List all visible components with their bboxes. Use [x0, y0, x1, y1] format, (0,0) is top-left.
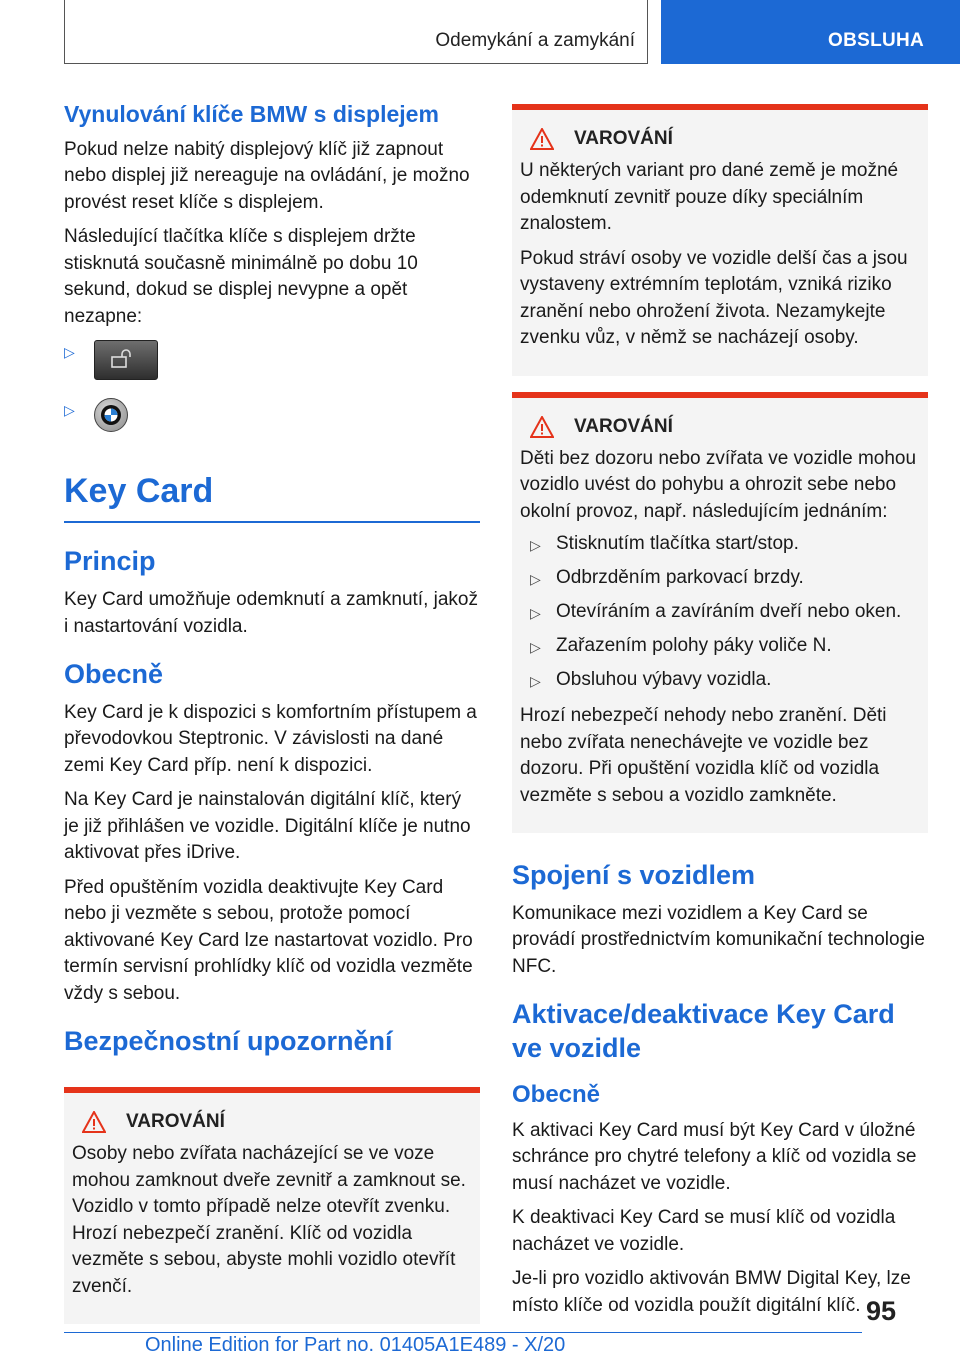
- warning2-text-1: Děti bez dozoru nebo zvířata ve vozidle mohou vozidlo uvést do pohybu a ohrozit sebe nebo okolní provoz, např. následujícím jednáním:: [520, 447, 917, 522]
- header-chapter-box: [64, 0, 648, 64]
- warning-box-2: [512, 392, 928, 834]
- bmw-logo-icon: [94, 398, 128, 432]
- footer-edition: Online Edition for Part no. 01405A1E489 - X/20: [145, 1334, 566, 1356]
- triangle-bullet-icon: ▷: [530, 571, 541, 587]
- triangle-bullet-icon: ▷: [530, 639, 541, 655]
- triangle-bullet-icon: ▷: [530, 673, 541, 689]
- aktivace-title: Aktivace/deaktivace Key Card ve vozidle: [512, 999, 895, 1063]
- obecne-paragraph-3: Před opuštěním vozidla deaktivujte Key Card nebo ji vezměte s sebou, protože pomocí aktivované Key Card lze nastartovat vozidlo. Pro termín servisní prohlídky klíč od vozidla vezměte vždy s sebou.: [64, 876, 473, 1004]
- obecne-paragraph-2: Na Key Card je nainstalován digitální klíč, který je již přihlášen ve vozidle. Digitální klíče je nutno aktivovat přes iDrive.: [64, 789, 471, 864]
- warning-header: [82, 1111, 472, 1133]
- bmw-button-item: [64, 398, 480, 432]
- warning-label: VAROVÁNÍ: [126, 1111, 225, 1132]
- list-item: ▷ Otevíráním a zavíráním dveří nebo oken.: [530, 601, 902, 622]
- obecne2-paragraph-2: K deaktivaci Key Card se musí klíč od vozidla nacházet ve vozidle.: [512, 1207, 896, 1255]
- header-section-tab: [661, 0, 960, 64]
- warning-triangle-icon: [82, 1111, 106, 1133]
- header-chapter: Odemykání a zamykání: [435, 30, 635, 51]
- unlock-button-item: [64, 340, 480, 380]
- warning-label: VAROVÁNÍ: [574, 415, 673, 437]
- header-section: OBSLUHA: [828, 30, 925, 51]
- list-item: ▷ Obsluhou výbavy vozidla.: [530, 669, 772, 690]
- princip-title: Princip: [64, 546, 156, 577]
- warning2-text-2: Hrozí nebezpečí nehody nebo zranění. Děti nebo zvířata nenechávejte ve vozidle bez dozoru. Při opuštění vozidla klíč od vozidla vezměte s sebou a vozidlo zamkněte.: [520, 705, 887, 806]
- warning-box-1: [512, 104, 928, 376]
- left-column: [64, 100, 480, 1324]
- warning1-text-1: U některých variant pro dané země je možné odemknutí zevnitř pouze díky speciálním znalostem.: [520, 160, 899, 234]
- unlock-button-image: [94, 340, 158, 380]
- triangle-bullet-icon: ▷: [64, 344, 75, 361]
- obecne2-title: Obecně: [512, 1080, 601, 1108]
- triangle-bullet-icon: ▷: [530, 605, 541, 621]
- obecne2-paragraph-3: Je-li pro vozidlo aktivován BMW Digital Key, lze místo klíče od vozidla použít digitální klíč.: [512, 1268, 911, 1316]
- footer-divider: [64, 1332, 862, 1333]
- key-card-title: Key Card: [64, 472, 480, 523]
- list-item: ▷ Odbrzděním parkovací brzdy.: [530, 567, 804, 588]
- warning-box: [64, 1087, 480, 1324]
- obecne-title: Obecně: [64, 659, 164, 689]
- reset-paragraph-2: Následující tlačítka klíče s displejem držte stisknutá současně minimálně po dobu 10 sekund, dokud se displej nevypne a opět nezapne:: [64, 226, 418, 327]
- reset-paragraph-1: Pokud nelze nabitý displejový klíč již zapnout nebo displej již nereaguje na ovládání, je možno provést reset klíče s displejem.: [64, 138, 470, 213]
- right-column: [512, 104, 928, 1327]
- warning-triangle-icon: [530, 128, 554, 150]
- triangle-bullet-icon: ▷: [64, 402, 75, 419]
- unlock-icon: [111, 349, 139, 369]
- reset-title: Vynulování klíče BMW s displejem: [64, 101, 439, 127]
- warning1-text-2: Pokud stráví osoby ve vozidle delší čas a jsou vystaveny extrémním teplotám, vzniká riziko zranění nebo ohrožení života. Nezamykejte zvenku vůz, v němž se nacházejí osoby.: [520, 247, 908, 348]
- obecne-paragraph-1: Key Card je k dispozici s komfortním přístupem a převodovkou Steptronic. V závislosti na dané zemi Key Card příp. není k dispozici.: [64, 701, 477, 776]
- list-item: ▷ Stisknutím tlačítka start/stop.: [530, 533, 799, 554]
- warning-triangle-icon: [530, 416, 554, 438]
- warning-label: VAROVÁNÍ: [574, 128, 673, 149]
- obecne2-paragraph-1: K aktivaci Key Card musí být Key Card v úložné schránce pro chytré telefony a klíč od vozidla se musí nacházet ve vozidle.: [512, 1119, 917, 1194]
- page-number: 95: [865, 1296, 896, 1326]
- safety-title: Bezpečnostní upozornění: [64, 1026, 393, 1057]
- spojeni-title: Spojení s vozidlem: [512, 860, 756, 890]
- warning-header: [530, 416, 920, 438]
- warning-header: [530, 128, 920, 150]
- warning-text: Osoby nebo zvířata nacházející se ve voze mohou zamknout dveře zevnitř a zamknout se. Vozidlo v tomto případě nelze otevřít zvenku. Hrozí nebezpečí zranění. Klíč od vozidla vezměte s sebou, abyste mohli vozidlo otevřít zvenčí.: [72, 1143, 466, 1297]
- triangle-bullet-icon: ▷: [530, 537, 541, 553]
- princip-paragraph: Key Card umožňuje odemknutí a zamknutí, jakož i nastartování vozidla.: [64, 589, 478, 637]
- list-item: ▷ Zařazením polohy páky voliče N.: [530, 635, 832, 656]
- spojeni-paragraph: Komunikace mezi vozidlem a Key Card se provádí prostřednictvím komunikační technologie NFC.: [512, 902, 925, 977]
